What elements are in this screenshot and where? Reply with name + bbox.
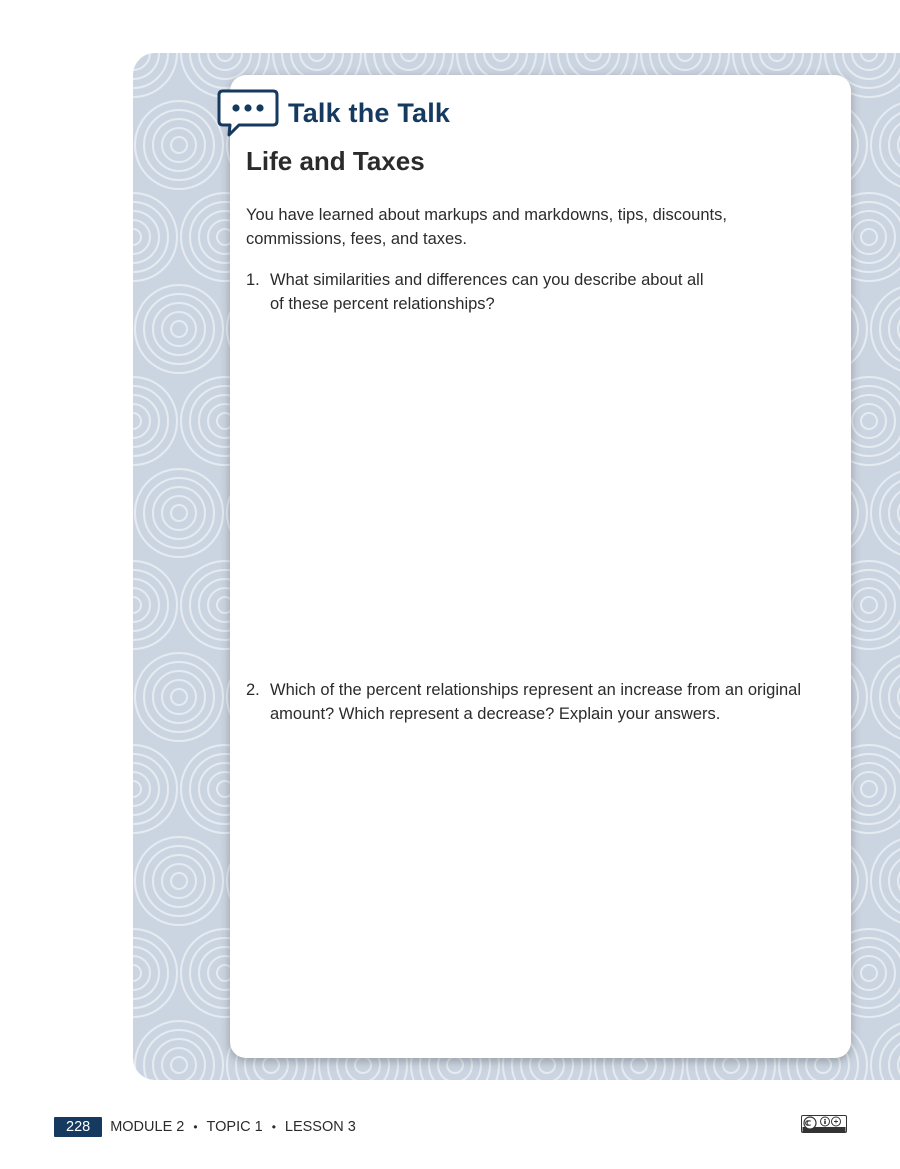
footer-topic: TOPIC 1	[206, 1119, 263, 1135]
section-title: Life and Taxes	[246, 146, 425, 176]
intro-text: You have learned about markups and markdowns, tips, discounts, commissions, fees, and taxes.	[246, 206, 727, 248]
feature-header	[217, 88, 450, 138]
creative-commons-icon	[801, 1115, 847, 1133]
page-footer	[54, 1116, 356, 1138]
feature-title: Talk the Talk	[288, 97, 451, 128]
question-number: 1.	[246, 271, 260, 289]
footer-lesson: LESSON 3	[284, 1119, 356, 1135]
question-text: Which of the percent relationships represent an increase from an original amount? Which represent a decrease? Explain your answers.	[270, 681, 802, 723]
question-1	[246, 268, 826, 316]
question-number: 2.	[246, 681, 260, 699]
speech-bubble-icon	[217, 88, 279, 138]
page-number: 228	[54, 1117, 102, 1137]
footer-module: MODULE 2	[110, 1119, 185, 1135]
footer-separator: •	[193, 1120, 198, 1134]
question-2	[246, 678, 826, 726]
question-text: What similarities and differences can you describe about all of these percent relationships?	[270, 271, 704, 313]
footer-separator: •	[271, 1120, 276, 1134]
